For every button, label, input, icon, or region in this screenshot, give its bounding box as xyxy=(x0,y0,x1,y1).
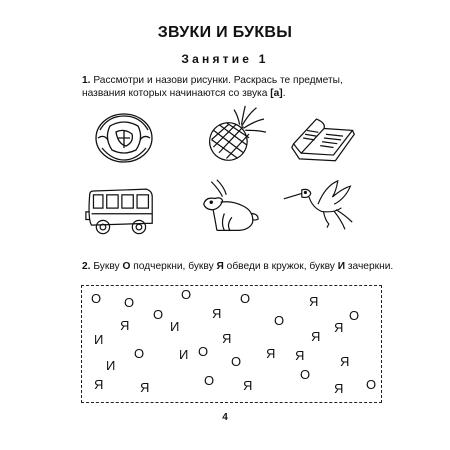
rabbit-icon xyxy=(194,176,266,236)
exercise-letter[interactable]: И xyxy=(94,332,104,347)
task-2-text-1: Букву xyxy=(90,261,123,272)
exercise-letter[interactable]: Я xyxy=(340,354,350,369)
exercise-letter[interactable]: Я xyxy=(311,329,321,344)
exercise-letter[interactable]: Я xyxy=(222,331,232,346)
exercise-letter[interactable]: О xyxy=(134,346,145,361)
book-icon xyxy=(288,108,360,168)
task-2-letter-ya: Я xyxy=(216,261,224,272)
exercise-letter[interactable]: Я xyxy=(243,378,253,393)
letters-exercise-box xyxy=(81,285,382,403)
task-2-text-2: подчеркни, букву xyxy=(130,261,217,272)
exercise-letter[interactable]: Я xyxy=(266,346,276,361)
exercise-letter[interactable]: О xyxy=(153,307,164,322)
lesson-heading: Занятие 1 xyxy=(181,52,269,66)
exercise-letter[interactable]: О xyxy=(300,367,311,382)
exercise-letter[interactable]: Я xyxy=(309,294,319,309)
exercise-letter[interactable]: О xyxy=(349,308,360,323)
page-title: ЗВУКИ И БУКВЫ xyxy=(157,24,293,41)
exercise-letter[interactable]: Я xyxy=(94,377,104,392)
exercise-letter[interactable]: И xyxy=(106,358,116,373)
exercise-letter[interactable]: Я xyxy=(334,381,344,396)
exercise-letter[interactable]: О xyxy=(91,291,102,306)
exercise-letter[interactable]: О xyxy=(181,287,192,302)
exercise-letter[interactable]: Я xyxy=(120,318,130,333)
task-2-text-4: зачеркни. xyxy=(345,261,394,272)
task-1-number: 1. xyxy=(82,75,91,86)
task-2-letter-i: И xyxy=(337,261,346,272)
task-2-letter-o: О xyxy=(122,261,131,272)
exercise-letter[interactable]: О xyxy=(204,373,215,388)
exercise-letter[interactable]: Я xyxy=(212,306,222,321)
task-1-text: Рассмотри и назови рисунки. Раскрась те предметы, названия которых начинаются со звука xyxy=(82,75,343,99)
exercise-letter[interactable]: И xyxy=(179,347,189,362)
exercise-letter[interactable]: О xyxy=(124,295,135,310)
stork-icon xyxy=(282,176,354,236)
cabbage-icon xyxy=(88,108,160,168)
task-2-text-3: обведи в кружок, букву xyxy=(223,261,338,272)
exercise-letter[interactable]: О xyxy=(198,344,209,359)
exercise-letter[interactable]: И xyxy=(170,319,180,334)
exercise-letter[interactable]: О xyxy=(274,313,285,328)
task-2-number: 2. xyxy=(82,261,91,272)
task-2-instruction xyxy=(82,260,402,273)
exercise-letter[interactable]: Я xyxy=(140,380,150,395)
task-1-sound: [а] xyxy=(270,88,283,99)
exercise-letter[interactable]: Я xyxy=(295,348,305,363)
task-1-instruction xyxy=(82,74,382,100)
exercise-letter[interactable]: О xyxy=(240,291,251,306)
bus-icon xyxy=(84,180,156,240)
exercise-letter[interactable]: Я xyxy=(334,320,344,335)
pineapple-icon xyxy=(198,104,270,164)
task-1-end: . xyxy=(282,88,286,99)
page-number: 4 xyxy=(222,412,228,423)
exercise-letter[interactable]: О xyxy=(231,354,242,369)
exercise-letter[interactable]: О xyxy=(366,377,377,392)
